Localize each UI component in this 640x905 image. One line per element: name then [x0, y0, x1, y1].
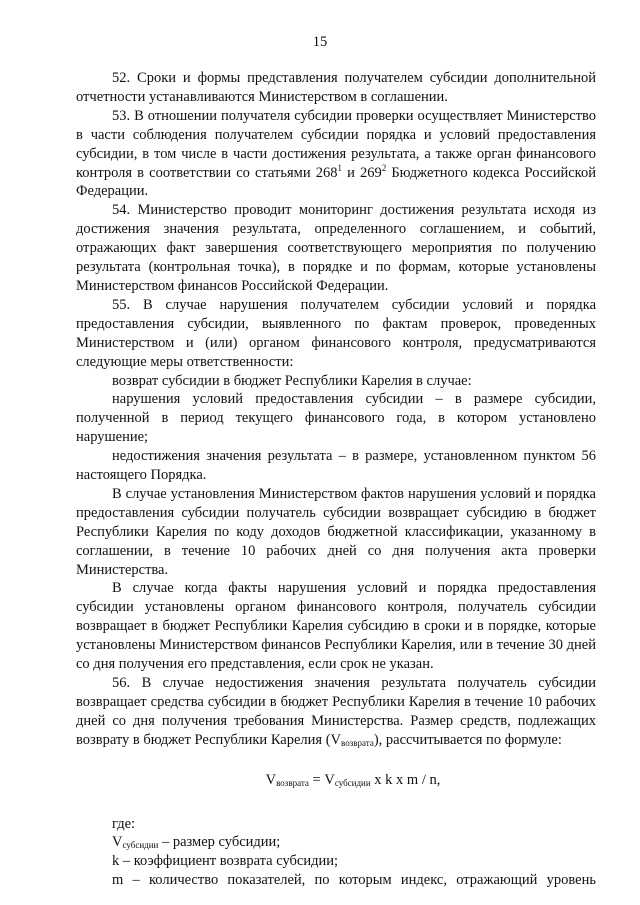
paragraph-56 — [76, 674, 596, 750]
paragraph-53-tail: Бюджетного кодекса Российской Федерации. — [76, 164, 597, 200]
formula-equals-v: = V — [308, 771, 335, 788]
paragraph-52: 52. Сроки и формы представления получателем субсидии дополнительной отчетности устанавливаются Министерством в соглашении. — [76, 70, 596, 105]
paragraph-54: 54. Министерство проводит мониторинг достижения результата исходя из достижения значения результата, определенного соглашением, и событий, отражающих факт завершения соответствующего мероприятия по получению результата (контрольная точка), в порядке и по формам, которые установлены Министерством финансов Российской Федерации. — [76, 202, 596, 294]
paragraph-55-return-intro: возврат субсидии в бюджет Республики Карелия в случае: — [112, 372, 472, 389]
formula — [76, 771, 596, 790]
definition-v-text: – размер субсидии; — [158, 834, 281, 851]
definition-v-letter: V — [112, 834, 123, 851]
definitions — [76, 815, 596, 891]
definition-v-subscript: субсидии — [122, 840, 159, 851]
paragraph-55: 55. В случае нарушения получателем субсидии условий и порядка предоставления субсидии, выявленного по фактам проверок, проведенных Министерством и (или) органом финансового контроля, предусматриваются следующие меры ответственности: — [76, 296, 596, 370]
paragraph-55-control-case: В случае когда факты нарушения условий и порядка предоставления субсидии установлены органом финансового контроля, получатель субсидии возвращает в бюджет Республики Карелия субсидию в сроки и в порядке, которые установлены Министерством финансов Республики Карелия, или в течение 30 дней со дня получения его представления, если срок не указан. — [76, 580, 596, 673]
paragraph-55-violation: нарушения условий предоставления субсидии – в размере субсидии, полученной в период текущего финансового года, в котором установлено нарушение; — [76, 391, 596, 446]
definition-k: k – коэффициент возврата субсидии; — [112, 853, 339, 870]
paragraph-56-tail: ), рассчитывается по формуле: — [373, 731, 562, 748]
formula-v-return: V — [265, 771, 277, 788]
paragraph-55-ministry-case: В случае установления Министерством фактов нарушения условий и порядка предоставления субсидии получатель субсидии возвращает субсидию в бюджет Республики Карелия по коду доходов бюджетной классификации, указанному в соглашении, в течение 10 рабочих дней со дня получения акта проверки Министерства. — [76, 485, 596, 578]
paragraph-56-text: 56. В случае недостижения значения результата получатель субсидии возвращает средства субсидии в бюджет Республики Карелия в течение 10 рабочих дней со дня получения требования Министерства. Размер средств, подлежащих возврату в бюджет Республики Карелия (V — [76, 675, 596, 748]
paragraph-55-non-achievement: недостижения значения результата – в размере, установленном пунктом 56 настоящего Порядка. — [76, 448, 596, 484]
article-superscript-1: 1 — [337, 162, 342, 173]
v-return-subscript: возврата — [341, 737, 374, 748]
formula-return-subscript: возврата — [276, 777, 309, 788]
article-269-text: и 269 — [341, 164, 382, 181]
page-number: 15 — [312, 34, 328, 50]
definition-v-subsidy — [76, 833, 596, 852]
formula-subsidy-subscript: субсидии — [334, 777, 371, 788]
paragraph-53 — [76, 107, 596, 202]
paragraph-53-text: 53. В отношении получателя субсидии проверки осуществляет Министерство в части соблюдения получателем субсидии порядка и условий предоставления субсидии, в том числе в части достижения результата, а также орган финансового контроля в соответствии со статьями 268 — [76, 107, 596, 181]
formula-rest: x k x m / n, — [370, 771, 441, 788]
definition-m: m – количество показателей, по которым индекс, отражающий уровень — [112, 872, 596, 889]
article-superscript-2: 2 — [381, 162, 387, 173]
definition-where: где: — [112, 815, 136, 832]
document-body — [76, 69, 596, 890]
